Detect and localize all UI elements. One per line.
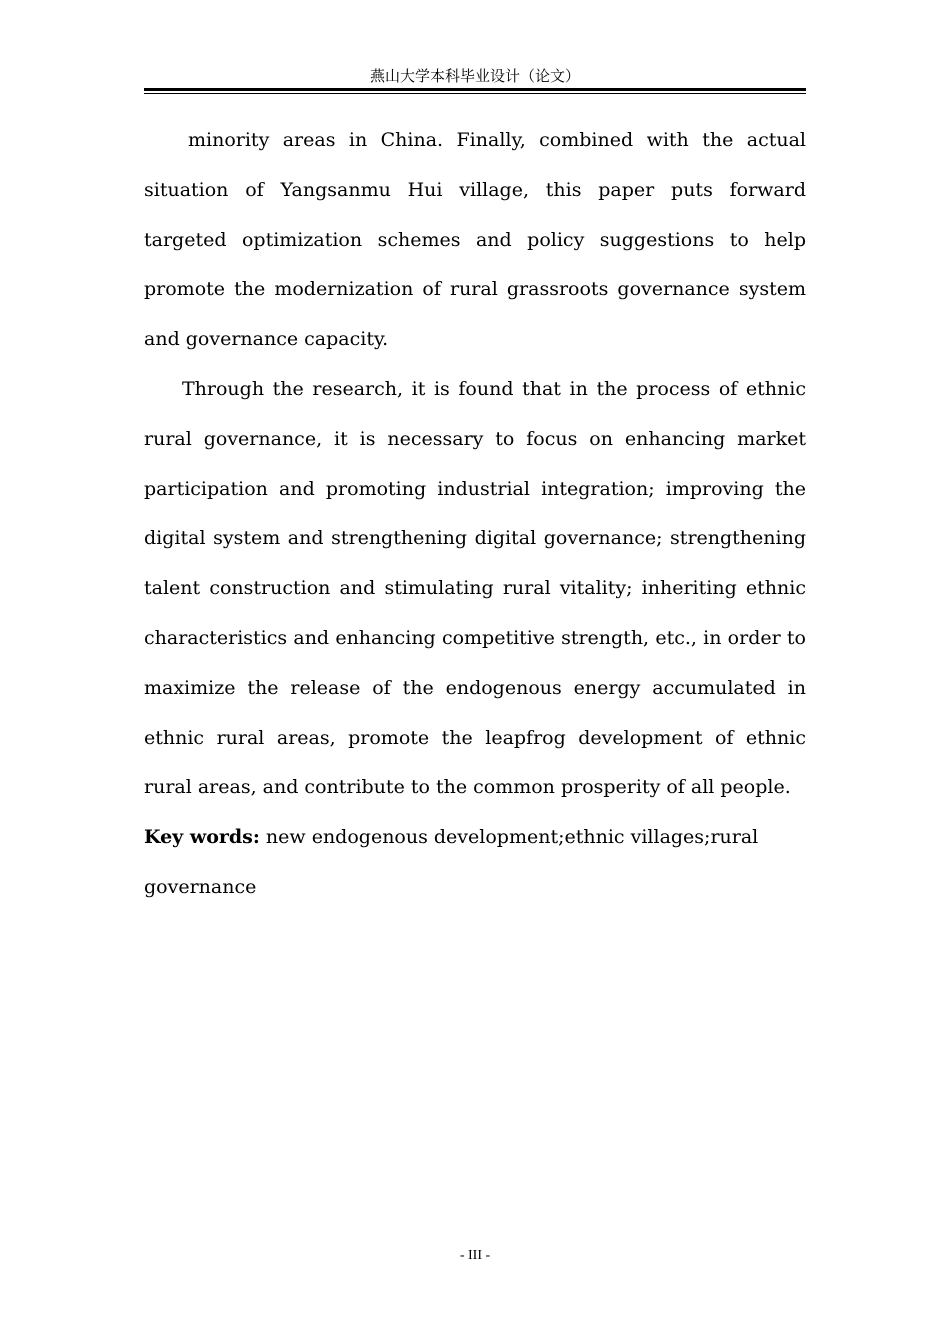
abstract-paragraph: minority areas in China. Finally, combined with the actual situation of Yangsanmu Hui village, this paper puts forward targeted optimization schemes and policy suggestions to help promote the modernization of rural grassroots governance system and governance capacity. (144, 129, 806, 351)
keywords-value-1: new endogenous development;ethnic villages;rural (265, 826, 759, 848)
keywords-label: Key words: (144, 826, 260, 848)
abstract-paragraph: Through the research, it is found that in the process of ethnic rural governance, it is necessary to focus on enhancing market participation and promoting industrial integration; improving the digital system and strengthening digital governance; strengthening talent construction and stimulating rural vitality; inheriting ethnic characteristics and enhancing competitive strength, etc., in order to maximize the release of the endogenous energy accumulated in ethnic rural areas, promote the leapfrog development of ethnic rural areas, and contribute to the common prosperity of all people. (144, 377, 806, 799)
keywords-line-1 (144, 812, 806, 862)
running-header: 燕山大学本科毕业设计（论文） (369, 67, 580, 85)
keywords-block (144, 812, 806, 912)
header-rule-thick (144, 88, 806, 91)
keywords-value-2: governance (144, 876, 257, 898)
abstract-body (144, 116, 806, 813)
header-rule-thin (144, 93, 806, 94)
page-number: - III - (459, 1248, 491, 1263)
